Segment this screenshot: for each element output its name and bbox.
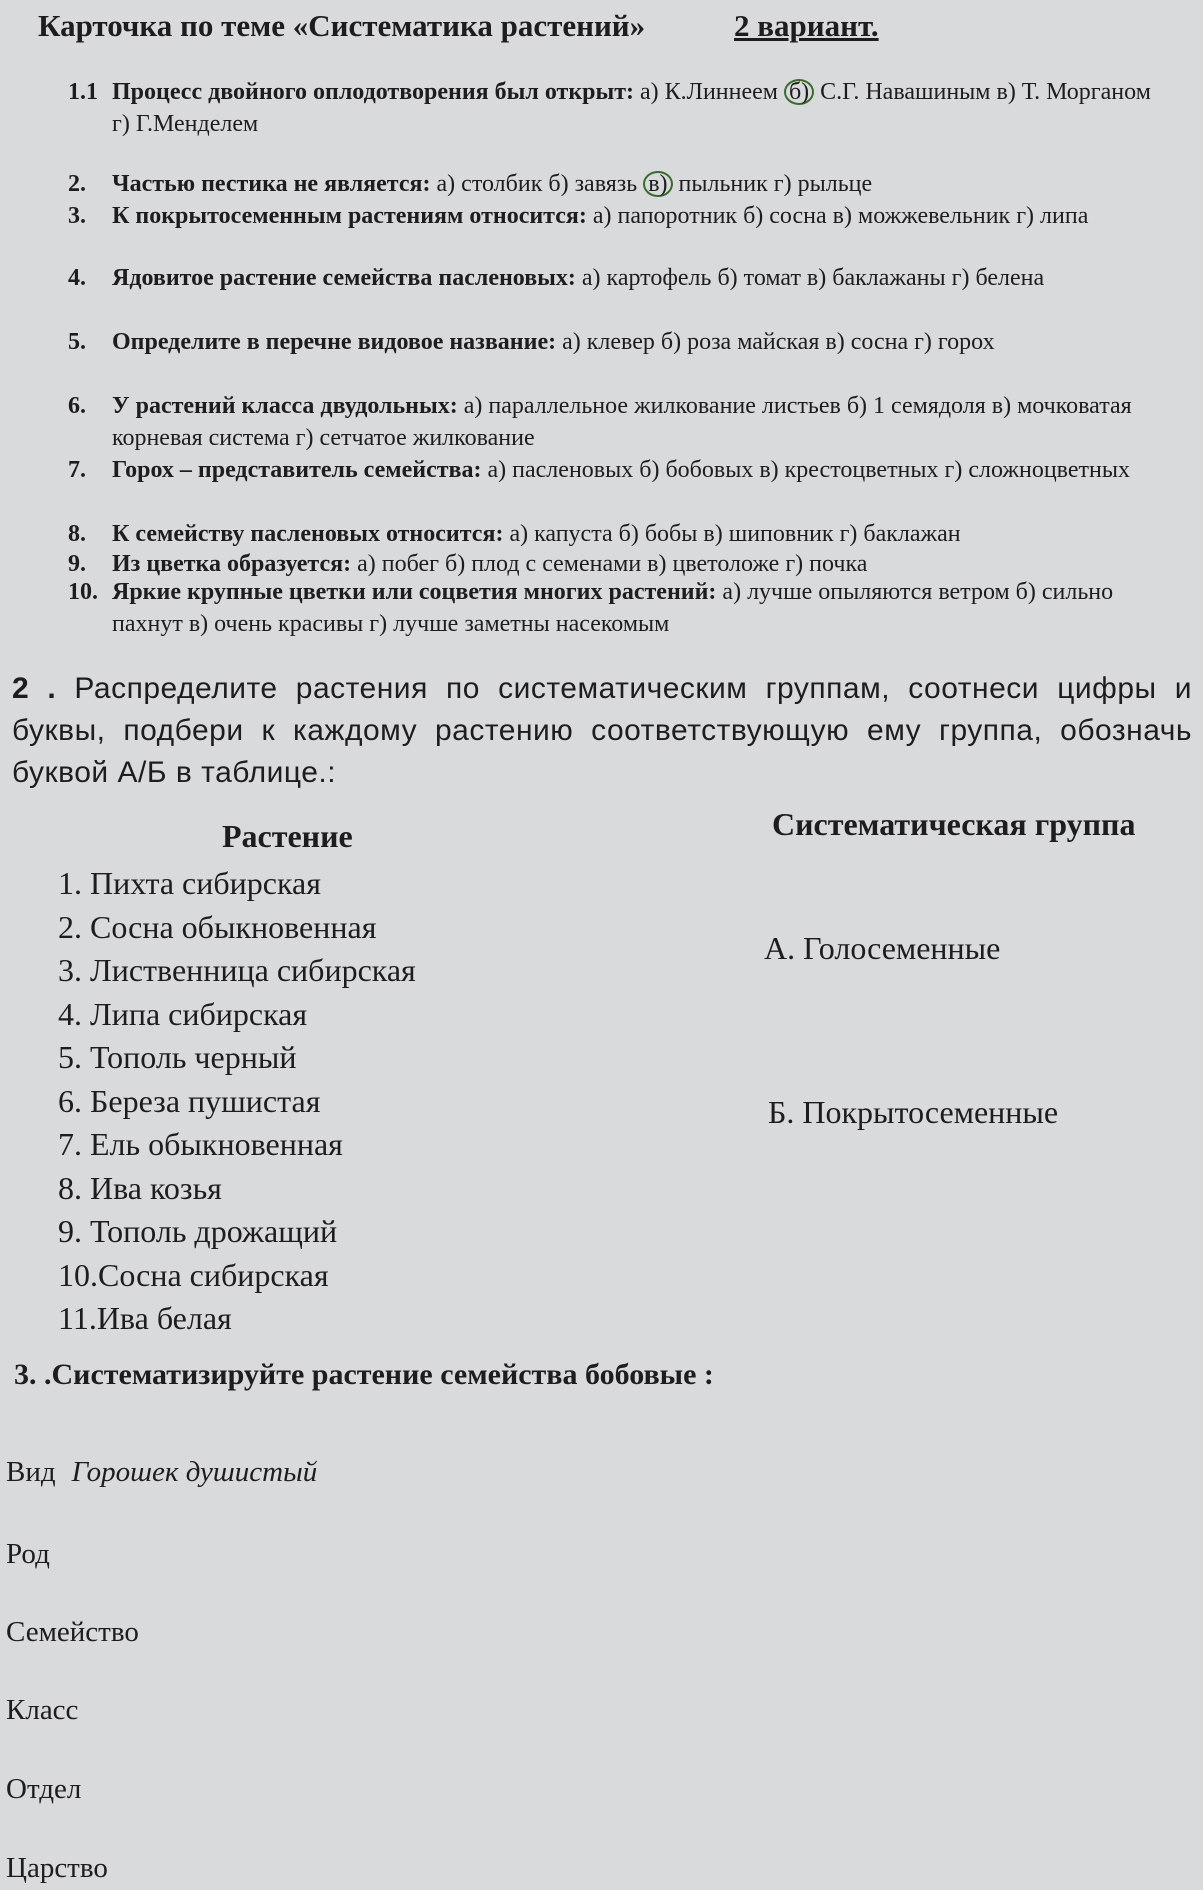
variant-label: 2 вариант. bbox=[734, 8, 879, 43]
rank-label: Семейство bbox=[6, 1616, 139, 1648]
list-item: 10.Сосна сибирская bbox=[58, 1256, 329, 1293]
rank-class bbox=[6, 1694, 78, 1727]
rank-label: Отдел bbox=[6, 1773, 82, 1805]
question-7: 7. Горох – представитель семейства: а) пасленовых б) бобовых в) крестоцветных г) сложноцветных bbox=[68, 457, 1130, 483]
list-item: 4. Липа сибирская bbox=[58, 995, 308, 1032]
task-2-instructions: 2 . Распределите растения по систематическим группам, соотнеси цифры и буквы, подбери к каждому растению соответствующую ему группа, обозначь буквой А/Б в таблице.: bbox=[12, 672, 1193, 789]
rank-label: Царство bbox=[6, 1852, 108, 1884]
question-4: 4. Ядовитое растение семейства пасленовых: а) картофель б) томат в) баклажаны г) белена bbox=[68, 265, 1045, 291]
rank-label: Род bbox=[6, 1538, 50, 1570]
plant-list bbox=[58, 862, 416, 1341]
question-9: 9. Из цветка образуется: а) побег б) плод с семенами в) цветоложе г) почка bbox=[68, 551, 868, 577]
list-item: 1. Пихта сибирская bbox=[58, 865, 321, 901]
question-10: 10. Яркие крупные цветки или соцветия многих растений: а) лучше опыляются ветром б) сильно пахнут в) очень красивы г) лучше заметны насекомым bbox=[68, 579, 1114, 637]
task-3-title: 3. .Систематизируйте растение семейства бобовые : bbox=[14, 1358, 714, 1391]
question-5: 5. Определите в перечне видовое название: а) клевер б) роза майская в) сосна г) горох bbox=[68, 329, 995, 355]
question-6: 6. У растений класса двудольных: а) параллельное жилкование листьев б) 1 семядоля в) мочковатая корневая система г) сетчатое жилкование bbox=[68, 393, 1132, 451]
rank-label: Класс bbox=[6, 1694, 79, 1726]
question-3: 3. К покрытосеменным растениям относится: а) папоротник б) сосна в) можжевельник г) липа bbox=[68, 203, 1089, 229]
group-b-label: Б. Покрытосеменные bbox=[768, 1094, 1059, 1130]
rank-value: Горошек душистый bbox=[71, 1456, 318, 1488]
question-8: 8. К семейству пасленовых относится: а) капуста б) бобы в) шиповник г) баклажан bbox=[68, 521, 961, 547]
rank-species bbox=[6, 1456, 317, 1489]
worksheet-title: Карточка по теме «Систематика растений» bbox=[38, 8, 646, 43]
group-a-label: А. Голосеменные bbox=[764, 930, 1001, 966]
rank-label: Вид bbox=[6, 1456, 56, 1488]
list-item: 6. Береза пушистая bbox=[58, 1082, 321, 1119]
plant-column-heading: Растение bbox=[222, 818, 353, 854]
list-item: 7. Ель обыкновенная bbox=[58, 1126, 343, 1162]
worksheet-header bbox=[38, 8, 879, 44]
list-item: 11.Ива белая bbox=[58, 1300, 232, 1336]
list-item: 9. Тополь дрожащий bbox=[58, 1213, 338, 1249]
rank-division bbox=[6, 1773, 81, 1806]
list-item: 8. Ива козья bbox=[58, 1169, 222, 1206]
rank-kingdom bbox=[6, 1852, 108, 1885]
circled-answer: в) bbox=[643, 171, 672, 197]
question-2: 2. Частью пестика не является: а) столбик б) завязь в) пыльник г) рыльце bbox=[68, 171, 873, 197]
group-column-heading: Систематическая группа bbox=[772, 806, 1136, 842]
list-item: 5. Тополь черный bbox=[58, 1039, 297, 1075]
rank-family bbox=[6, 1616, 139, 1649]
list-item: 2. Сосна обыкновенная bbox=[58, 908, 377, 945]
question-1: 1.1 Процесс двойного оплодотворения был открыт: а) К.Линнеем б) С.Г. Навашиным в) Т. Морганом г) Г.Менделем bbox=[68, 79, 1151, 137]
rank-genus bbox=[6, 1538, 50, 1571]
circled-answer: б) bbox=[784, 79, 814, 105]
list-item: 3. Лиственница сибирская bbox=[58, 952, 416, 988]
